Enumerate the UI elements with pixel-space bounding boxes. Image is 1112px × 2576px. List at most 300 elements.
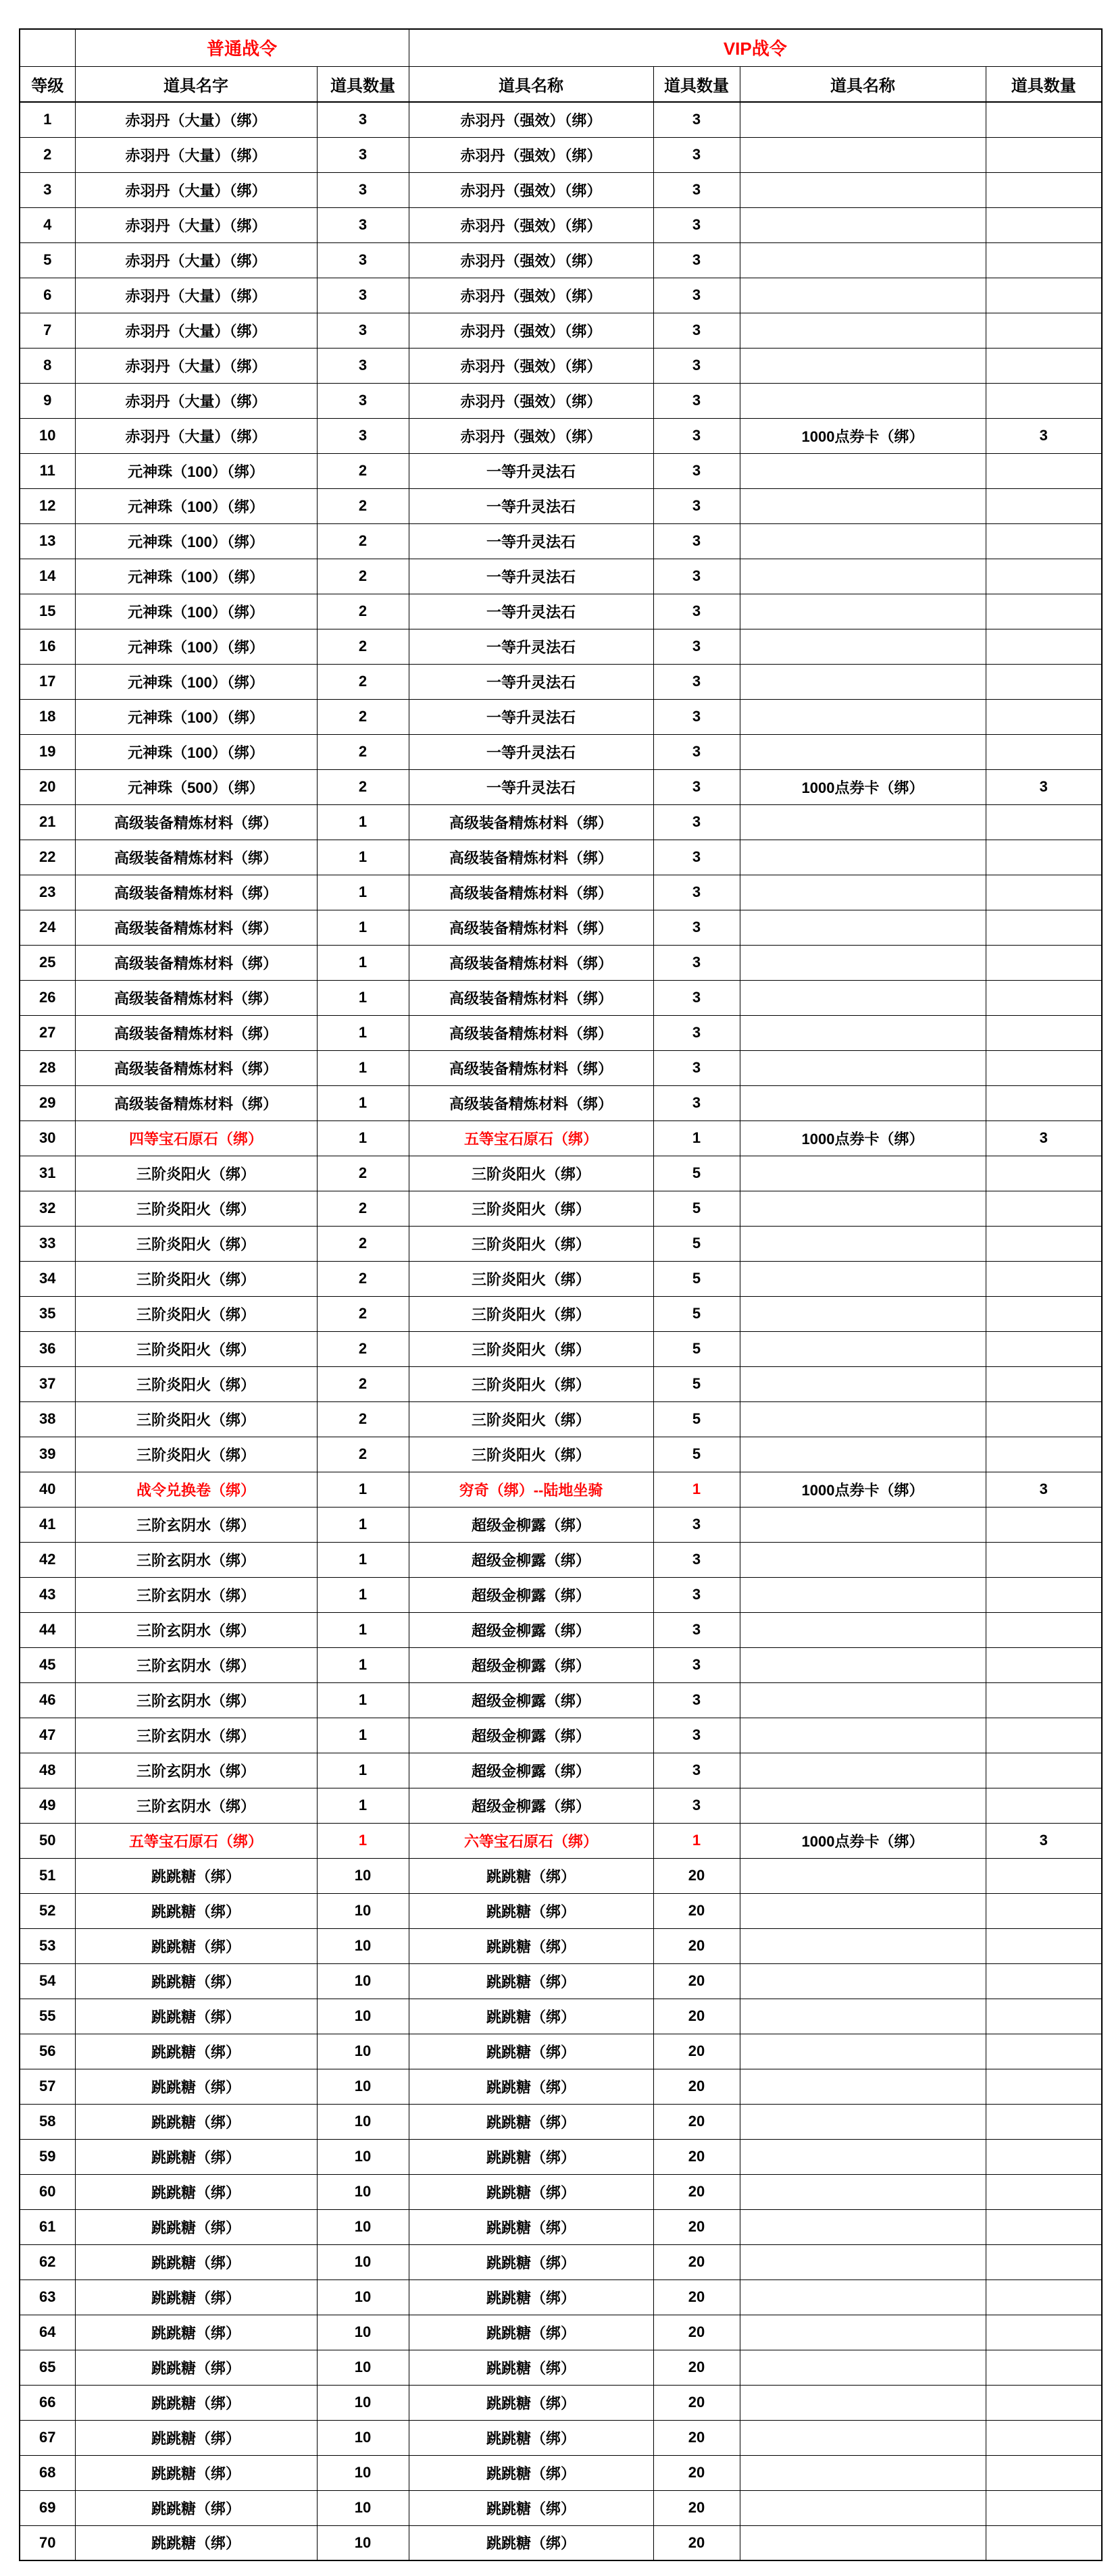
level-cell: 14 bbox=[20, 559, 75, 594]
vip-item-qty-cell: 3 bbox=[653, 348, 740, 383]
normal-item-name-cell: 赤羽丹（大量）（绑） bbox=[75, 137, 317, 172]
level-cell: 37 bbox=[20, 1366, 75, 1401]
level-cell: 52 bbox=[20, 1893, 75, 1928]
normal-item-name-cell: 赤羽丹（大量）（绑） bbox=[75, 278, 317, 313]
vip-bonus-item-qty-cell bbox=[986, 242, 1102, 278]
vip-bonus-item-qty-cell bbox=[986, 629, 1102, 664]
vip-item-name-cell: 跳跳糖（绑） bbox=[409, 2139, 653, 2174]
level-cell: 51 bbox=[20, 1858, 75, 1893]
level-cell: 57 bbox=[20, 2069, 75, 2104]
vip-item-qty-cell: 3 bbox=[653, 1718, 740, 1753]
normal-item-qty-cell: 2 bbox=[317, 1226, 409, 1261]
vip-item-qty-cell: 5 bbox=[653, 1366, 740, 1401]
vip-item-qty-cell: 3 bbox=[653, 383, 740, 418]
vip-item-name-cell: 高级装备精炼材料（绑） bbox=[409, 1085, 653, 1120]
vip-bonus-item-qty-cell bbox=[986, 875, 1102, 910]
normal-item-name-cell: 跳跳糖（绑） bbox=[75, 2455, 317, 2490]
vip-bonus-item-name-cell bbox=[740, 2350, 986, 2385]
normal-item-qty-cell: 1 bbox=[317, 1577, 409, 1612]
vip-bonus-item-name-cell bbox=[740, 488, 986, 523]
normal-item-qty-cell: 1 bbox=[317, 1753, 409, 1788]
table-row bbox=[20, 980, 1102, 1015]
table-row bbox=[20, 1577, 1102, 1612]
normal-item-qty-cell: 1 bbox=[317, 1682, 409, 1718]
normal-item-name-cell: 跳跳糖（绑） bbox=[75, 2315, 317, 2350]
vip-item-name-cell: 高级装备精炼材料（绑） bbox=[409, 840, 653, 875]
normal-item-qty-cell: 1 bbox=[317, 875, 409, 910]
level-cell: 45 bbox=[20, 1647, 75, 1682]
vip-item-name-cell: 三阶炎阳火（绑） bbox=[409, 1191, 653, 1226]
normal-item-name-cell: 高级装备精炼材料（绑） bbox=[75, 980, 317, 1015]
vip-item-qty-cell: 3 bbox=[653, 734, 740, 769]
table-row bbox=[20, 1261, 1102, 1296]
normal-item-name-cell: 三阶炎阳火（绑） bbox=[75, 1296, 317, 1331]
vip-bonus-item-qty-cell bbox=[986, 1788, 1102, 1823]
table-row bbox=[20, 910, 1102, 945]
vip-item-qty-cell: 20 bbox=[653, 2174, 740, 2209]
level-cell: 70 bbox=[20, 2525, 75, 2560]
table-row bbox=[20, 1507, 1102, 1542]
vip-item-qty-cell: 1 bbox=[653, 1823, 740, 1858]
vip-bonus-item-qty-cell bbox=[986, 207, 1102, 242]
table-row bbox=[20, 2455, 1102, 2490]
normal-item-qty-cell: 2 bbox=[317, 699, 409, 734]
vip-item-qty-cell: 3 bbox=[653, 945, 740, 980]
table-row bbox=[20, 1963, 1102, 1999]
vip-bonus-item-qty-cell bbox=[986, 1999, 1102, 2034]
table-row bbox=[20, 278, 1102, 313]
normal-item-name-cell: 三阶玄阴水（绑） bbox=[75, 1682, 317, 1718]
table-row bbox=[20, 945, 1102, 980]
vip-item-name-cell: 一等升灵法石 bbox=[409, 664, 653, 699]
vip-item-name-cell: 超级金柳露（绑） bbox=[409, 1647, 653, 1682]
table-row bbox=[20, 1191, 1102, 1226]
vip-bonus-item-name-cell bbox=[740, 242, 986, 278]
vip-item-qty-cell: 20 bbox=[653, 1999, 740, 2034]
table-body bbox=[20, 102, 1102, 2560]
vip-item-qty-cell: 3 bbox=[653, 1753, 740, 1788]
vip-bonus-item-name-column-header: 道具名称 bbox=[740, 66, 986, 102]
vip-item-name-cell: 五等宝石原石（绑） bbox=[409, 1120, 653, 1156]
normal-item-name-cell: 元神珠（500）（绑） bbox=[75, 769, 317, 804]
vip-bonus-item-qty-cell bbox=[986, 664, 1102, 699]
level-cell: 60 bbox=[20, 2174, 75, 2209]
normal-item-name-cell: 高级装备精炼材料（绑） bbox=[75, 840, 317, 875]
level-cell: 2 bbox=[20, 137, 75, 172]
vip-bonus-item-name-cell bbox=[740, 523, 986, 559]
table-row bbox=[20, 1682, 1102, 1718]
vip-bonus-item-qty-cell bbox=[986, 1682, 1102, 1718]
level-cell: 18 bbox=[20, 699, 75, 734]
vip-bonus-item-name-cell bbox=[740, 1963, 986, 1999]
vip-item-qty-cell: 3 bbox=[653, 488, 740, 523]
vip-item-qty-cell: 5 bbox=[653, 1261, 740, 1296]
table-row bbox=[20, 102, 1102, 137]
vip-item-qty-cell: 3 bbox=[653, 1542, 740, 1577]
normal-item-name-cell: 跳跳糖（绑） bbox=[75, 2420, 317, 2455]
normal-item-qty-cell: 3 bbox=[317, 313, 409, 348]
vip-bonus-item-name-cell bbox=[740, 1612, 986, 1647]
normal-item-name-cell: 跳跳糖（绑） bbox=[75, 2244, 317, 2279]
table-row bbox=[20, 1612, 1102, 1647]
normal-item-name-cell: 元神珠（100）（绑） bbox=[75, 523, 317, 559]
normal-item-name-cell: 三阶玄阴水（绑） bbox=[75, 1718, 317, 1753]
normal-item-name-cell: 三阶炎阳火（绑） bbox=[75, 1261, 317, 1296]
table-row bbox=[20, 1366, 1102, 1401]
normal-item-qty-cell: 1 bbox=[317, 1120, 409, 1156]
vip-bonus-item-name-cell bbox=[740, 2209, 986, 2244]
level-cell: 58 bbox=[20, 2104, 75, 2139]
level-cell: 47 bbox=[20, 1718, 75, 1753]
level-cell: 32 bbox=[20, 1191, 75, 1226]
vip-bonus-item-name-cell bbox=[740, 2385, 986, 2420]
vip-bonus-item-name-cell bbox=[740, 1226, 986, 1261]
normal-item-qty-cell: 1 bbox=[317, 910, 409, 945]
vip-item-qty-cell: 5 bbox=[653, 1226, 740, 1261]
vip-bonus-item-qty-cell bbox=[986, 1331, 1102, 1366]
normal-item-qty-cell: 2 bbox=[317, 1401, 409, 1437]
level-cell: 59 bbox=[20, 2139, 75, 2174]
vip-bonus-item-qty-cell bbox=[986, 1612, 1102, 1647]
vip-item-qty-cell: 20 bbox=[653, 2034, 740, 2069]
vip-bonus-item-name-cell bbox=[740, 2034, 986, 2069]
table-row bbox=[20, 2420, 1102, 2455]
level-cell: 65 bbox=[20, 2350, 75, 2385]
level-cell: 10 bbox=[20, 418, 75, 453]
vip-bonus-item-name-cell bbox=[740, 664, 986, 699]
vip-bonus-item-name-cell bbox=[740, 1753, 986, 1788]
table-row bbox=[20, 2315, 1102, 2350]
vip-pass-group-header: VIP战令 bbox=[409, 29, 1102, 66]
vip-bonus-item-qty-cell: 3 bbox=[986, 418, 1102, 453]
vip-bonus-item-name-cell bbox=[740, 699, 986, 734]
vip-bonus-item-name-cell bbox=[740, 348, 986, 383]
vip-bonus-item-qty-cell bbox=[986, 980, 1102, 1015]
table-row bbox=[20, 1858, 1102, 1893]
level-cell: 46 bbox=[20, 1682, 75, 1718]
normal-item-qty-cell: 3 bbox=[317, 137, 409, 172]
vip-bonus-item-qty-cell bbox=[986, 383, 1102, 418]
table-row bbox=[20, 418, 1102, 453]
vip-item-qty-cell: 5 bbox=[653, 1156, 740, 1191]
normal-item-name-cell: 跳跳糖（绑） bbox=[75, 2385, 317, 2420]
level-cell: 26 bbox=[20, 980, 75, 1015]
vip-item-qty-cell: 20 bbox=[653, 2385, 740, 2420]
normal-item-qty-cell: 1 bbox=[317, 980, 409, 1015]
vip-item-name-cell: 赤羽丹（强效）（绑） bbox=[409, 242, 653, 278]
normal-item-qty-cell: 1 bbox=[317, 1085, 409, 1120]
table-row bbox=[20, 2174, 1102, 2209]
normal-item-name-cell: 跳跳糖（绑） bbox=[75, 1999, 317, 2034]
vip-bonus-item-qty-cell bbox=[986, 1085, 1102, 1120]
level-cell: 6 bbox=[20, 278, 75, 313]
vip-item-name-cell: 超级金柳露（绑） bbox=[409, 1542, 653, 1577]
vip-item-name-cell: 超级金柳露（绑） bbox=[409, 1788, 653, 1823]
normal-item-qty-cell: 3 bbox=[317, 207, 409, 242]
table-row bbox=[20, 2244, 1102, 2279]
vip-bonus-item-name-cell bbox=[740, 453, 986, 488]
vip-item-name-cell: 高级装备精炼材料（绑） bbox=[409, 1015, 653, 1050]
vip-item-qty-cell: 3 bbox=[653, 1050, 740, 1085]
table-row bbox=[20, 2139, 1102, 2174]
level-cell: 68 bbox=[20, 2455, 75, 2490]
vip-bonus-item-qty-cell bbox=[986, 1647, 1102, 1682]
vip-bonus-item-qty-cell bbox=[986, 1542, 1102, 1577]
table-row bbox=[20, 2385, 1102, 2420]
table-row bbox=[20, 1050, 1102, 1085]
vip-bonus-item-name-cell bbox=[740, 2525, 986, 2560]
normal-item-qty-cell: 10 bbox=[317, 2315, 409, 2350]
normal-item-qty-cell: 2 bbox=[317, 629, 409, 664]
normal-item-qty-cell: 10 bbox=[317, 1999, 409, 2034]
level-cell: 36 bbox=[20, 1331, 75, 1366]
level-cell: 42 bbox=[20, 1542, 75, 1577]
vip-item-name-cell: 超级金柳露（绑） bbox=[409, 1718, 653, 1753]
vip-bonus-item-qty-cell bbox=[986, 2174, 1102, 2209]
vip-bonus-item-name-cell: 1000点券卡（绑） bbox=[740, 1823, 986, 1858]
level-cell: 62 bbox=[20, 2244, 75, 2279]
vip-item-qty-cell: 1 bbox=[653, 1120, 740, 1156]
table-row bbox=[20, 559, 1102, 594]
normal-item-qty-cell: 1 bbox=[317, 840, 409, 875]
vip-bonus-item-qty-cell bbox=[986, 734, 1102, 769]
vip-item-name-cell: 高级装备精炼材料（绑） bbox=[409, 1050, 653, 1085]
vip-bonus-item-qty-cell bbox=[986, 945, 1102, 980]
vip-bonus-item-name-cell bbox=[740, 2139, 986, 2174]
normal-item-qty-cell: 1 bbox=[317, 1612, 409, 1647]
level-cell: 28 bbox=[20, 1050, 75, 1085]
table-row bbox=[20, 1120, 1102, 1156]
vip-bonus-item-name-cell: 1000点券卡（绑） bbox=[740, 1120, 986, 1156]
vip-item-name-cell: 赤羽丹（强效）（绑） bbox=[409, 172, 653, 207]
vip-item-qty-cell: 1 bbox=[653, 1472, 740, 1507]
vip-item-name-cell: 一等升灵法石 bbox=[409, 488, 653, 523]
normal-item-qty-cell: 10 bbox=[317, 2525, 409, 2560]
normal-item-name-cell: 赤羽丹（大量）（绑） bbox=[75, 102, 317, 137]
vip-bonus-item-name-cell bbox=[740, 910, 986, 945]
vip-item-qty-cell: 3 bbox=[653, 313, 740, 348]
normal-item-name-cell: 元神珠（100）（绑） bbox=[75, 559, 317, 594]
vip-item-name-cell: 跳跳糖（绑） bbox=[409, 2490, 653, 2525]
vip-bonus-item-qty-cell bbox=[986, 1963, 1102, 1999]
vip-item-name-cell: 三阶炎阳火（绑） bbox=[409, 1401, 653, 1437]
vip-item-name-cell: 跳跳糖（绑） bbox=[409, 2420, 653, 2455]
vip-bonus-item-name-cell bbox=[740, 1893, 986, 1928]
vip-item-qty-cell: 3 bbox=[653, 699, 740, 734]
normal-item-qty-cell: 1 bbox=[317, 1647, 409, 1682]
level-cell: 25 bbox=[20, 945, 75, 980]
normal-item-qty-cell: 10 bbox=[317, 2420, 409, 2455]
vip-item-name-cell: 三阶炎阳火（绑） bbox=[409, 1366, 653, 1401]
vip-bonus-item-qty-cell bbox=[986, 2385, 1102, 2420]
vip-item-qty-cell: 3 bbox=[653, 172, 740, 207]
vip-bonus-item-qty-cell bbox=[986, 804, 1102, 840]
table-row bbox=[20, 1296, 1102, 1331]
vip-bonus-item-name-cell bbox=[740, 1085, 986, 1120]
normal-item-name-cell: 跳跳糖（绑） bbox=[75, 2174, 317, 2209]
level-cell: 5 bbox=[20, 242, 75, 278]
normal-item-name-cell: 五等宝石原石（绑） bbox=[75, 1823, 317, 1858]
vip-item-name-cell: 跳跳糖（绑） bbox=[409, 2174, 653, 2209]
normal-item-name-cell: 赤羽丹（大量）（绑） bbox=[75, 242, 317, 278]
vip-bonus-item-name-cell bbox=[740, 1542, 986, 1577]
normal-item-qty-cell: 2 bbox=[317, 769, 409, 804]
vip-bonus-item-qty-cell bbox=[986, 137, 1102, 172]
vip-item-qty-cell: 3 bbox=[653, 453, 740, 488]
vip-bonus-item-name-cell bbox=[740, 2455, 986, 2490]
level-cell: 7 bbox=[20, 313, 75, 348]
level-cell: 4 bbox=[20, 207, 75, 242]
normal-item-qty-cell: 1 bbox=[317, 1542, 409, 1577]
normal-item-name-cell: 赤羽丹（大量）（绑） bbox=[75, 418, 317, 453]
vip-item-qty-cell: 20 bbox=[653, 2139, 740, 2174]
normal-item-name-cell: 元神珠（100）（绑） bbox=[75, 488, 317, 523]
vip-item-qty-cell: 20 bbox=[653, 2209, 740, 2244]
normal-item-name-cell: 元神珠（100）（绑） bbox=[75, 664, 317, 699]
vip-bonus-item-qty-cell bbox=[986, 1261, 1102, 1296]
normal-item-name-cell: 跳跳糖（绑） bbox=[75, 1893, 317, 1928]
vip-bonus-item-qty-cell bbox=[986, 1507, 1102, 1542]
vip-item-name-cell: 三阶炎阳火（绑） bbox=[409, 1261, 653, 1296]
table-row bbox=[20, 2209, 1102, 2244]
normal-item-qty-cell: 10 bbox=[317, 2385, 409, 2420]
normal-item-name-cell: 元神珠（100）（绑） bbox=[75, 699, 317, 734]
vip-bonus-item-qty-cell: 3 bbox=[986, 1823, 1102, 1858]
normal-item-name-cell: 三阶炎阳火（绑） bbox=[75, 1226, 317, 1261]
vip-bonus-item-qty-cell bbox=[986, 2139, 1102, 2174]
normal-item-qty-cell: 2 bbox=[317, 1366, 409, 1401]
table-row bbox=[20, 1753, 1102, 1788]
vip-item-qty-cell: 20 bbox=[653, 2455, 740, 2490]
table-row bbox=[20, 804, 1102, 840]
normal-item-qty-cell: 10 bbox=[317, 2490, 409, 2525]
table-row bbox=[20, 1331, 1102, 1366]
vip-item-qty-cell: 20 bbox=[653, 2244, 740, 2279]
corner-empty-cell bbox=[20, 29, 75, 66]
normal-item-name-cell: 三阶玄阴水（绑） bbox=[75, 1577, 317, 1612]
table-row bbox=[20, 207, 1102, 242]
vip-item-name-cell: 跳跳糖（绑） bbox=[409, 2525, 653, 2560]
normal-item-qty-cell: 10 bbox=[317, 2455, 409, 2490]
level-cell: 50 bbox=[20, 1823, 75, 1858]
table-row bbox=[20, 1401, 1102, 1437]
vip-item-qty-cell: 20 bbox=[653, 1963, 740, 1999]
normal-item-qty-cell: 10 bbox=[317, 1963, 409, 1999]
level-cell: 39 bbox=[20, 1437, 75, 1472]
vip-item-name-cell: 超级金柳露（绑） bbox=[409, 1753, 653, 1788]
level-cell: 40 bbox=[20, 1472, 75, 1507]
vip-bonus-item-name-cell bbox=[740, 875, 986, 910]
vip-item-name-cell: 高级装备精炼材料（绑） bbox=[409, 875, 653, 910]
table-row bbox=[20, 313, 1102, 348]
vip-item-name-cell: 跳跳糖（绑） bbox=[409, 2279, 653, 2315]
vip-bonus-item-qty-cell bbox=[986, 102, 1102, 137]
vip-bonus-item-qty-cell bbox=[986, 1015, 1102, 1050]
vip-item-qty-cell: 5 bbox=[653, 1331, 740, 1366]
normal-item-qty-cell: 1 bbox=[317, 1507, 409, 1542]
table-row bbox=[20, 1156, 1102, 1191]
vip-bonus-item-name-cell bbox=[740, 1015, 986, 1050]
level-cell: 31 bbox=[20, 1156, 75, 1191]
vip-item-name-cell: 超级金柳露（绑） bbox=[409, 1507, 653, 1542]
table-row bbox=[20, 769, 1102, 804]
normal-item-name-cell: 三阶玄阴水（绑） bbox=[75, 1612, 317, 1647]
vip-bonus-item-qty-cell bbox=[986, 1156, 1102, 1191]
level-cell: 43 bbox=[20, 1577, 75, 1612]
level-cell: 29 bbox=[20, 1085, 75, 1120]
vip-bonus-item-name-cell bbox=[740, 2069, 986, 2104]
vip-item-qty-cell: 5 bbox=[653, 1437, 740, 1472]
vip-item-qty-cell: 3 bbox=[653, 980, 740, 1015]
vip-item-name-cell: 赤羽丹（强效）（绑） bbox=[409, 313, 653, 348]
vip-item-qty-cell: 20 bbox=[653, 2420, 740, 2455]
normal-item-name-cell: 高级装备精炼材料（绑） bbox=[75, 1050, 317, 1085]
vip-bonus-item-name-cell bbox=[740, 1191, 986, 1226]
vip-bonus-item-qty-cell bbox=[986, 2315, 1102, 2350]
vip-item-qty-cell: 3 bbox=[653, 207, 740, 242]
vip-bonus-item-name-cell bbox=[740, 1401, 986, 1437]
normal-item-name-cell: 跳跳糖（绑） bbox=[75, 2525, 317, 2560]
vip-bonus-item-qty-cell bbox=[986, 2455, 1102, 2490]
vip-bonus-item-qty-cell bbox=[986, 1577, 1102, 1612]
vip-item-name-cell: 赤羽丹（强效）（绑） bbox=[409, 102, 653, 137]
normal-item-name-cell: 战令兑换卷（绑） bbox=[75, 1472, 317, 1507]
normal-item-qty-cell: 10 bbox=[317, 2279, 409, 2315]
vip-item-qty-cell: 3 bbox=[653, 1612, 740, 1647]
normal-item-qty-cell: 2 bbox=[317, 594, 409, 629]
vip-item-name-cell: 跳跳糖（绑） bbox=[409, 1893, 653, 1928]
vip-item-qty-cell: 5 bbox=[653, 1296, 740, 1331]
vip-item-name-cell: 高级装备精炼材料（绑） bbox=[409, 980, 653, 1015]
normal-item-qty-cell: 10 bbox=[317, 2139, 409, 2174]
table-row bbox=[20, 1788, 1102, 1823]
normal-item-name-cell: 跳跳糖（绑） bbox=[75, 2350, 317, 2385]
vip-bonus-item-name-cell bbox=[740, 1050, 986, 1085]
normal-item-name-cell: 三阶玄阴水（绑） bbox=[75, 1542, 317, 1577]
vip-item-name-cell: 赤羽丹（强效）（绑） bbox=[409, 418, 653, 453]
table-row bbox=[20, 1015, 1102, 1050]
level-cell: 3 bbox=[20, 172, 75, 207]
vip-item-qty-cell: 20 bbox=[653, 2490, 740, 2525]
table-row bbox=[20, 1542, 1102, 1577]
vip-item-qty-cell: 20 bbox=[653, 2069, 740, 2104]
normal-item-qty-cell: 3 bbox=[317, 172, 409, 207]
vip-bonus-item-name-cell bbox=[740, 1366, 986, 1401]
vip-item-qty-cell: 20 bbox=[653, 1893, 740, 1928]
level-cell: 13 bbox=[20, 523, 75, 559]
vip-item-name-cell: 跳跳糖（绑） bbox=[409, 1963, 653, 1999]
normal-item-name-cell: 三阶炎阳火（绑） bbox=[75, 1366, 317, 1401]
table-row bbox=[20, 1472, 1102, 1507]
vip-bonus-item-name-cell bbox=[740, 559, 986, 594]
vip-item-name-cell: 一等升灵法石 bbox=[409, 699, 653, 734]
normal-item-qty-cell: 2 bbox=[317, 1191, 409, 1226]
vip-item-name-cell: 跳跳糖（绑） bbox=[409, 2350, 653, 2385]
normal-item-qty-cell: 2 bbox=[317, 734, 409, 769]
normal-item-name-cell: 元神珠（100）（绑） bbox=[75, 629, 317, 664]
vip-bonus-item-qty-cell bbox=[986, 2490, 1102, 2525]
normal-item-name-cell: 跳跳糖（绑） bbox=[75, 2034, 317, 2069]
normal-item-name-cell: 赤羽丹（大量）（绑） bbox=[75, 313, 317, 348]
vip-bonus-item-name-cell bbox=[740, 278, 986, 313]
vip-item-name-cell: 跳跳糖（绑） bbox=[409, 1858, 653, 1893]
normal-item-qty-cell: 2 bbox=[317, 664, 409, 699]
vip-bonus-item-name-cell bbox=[740, 207, 986, 242]
table-row bbox=[20, 2525, 1102, 2560]
level-cell: 27 bbox=[20, 1015, 75, 1050]
normal-item-qty-cell: 1 bbox=[317, 1718, 409, 1753]
level-cell: 22 bbox=[20, 840, 75, 875]
